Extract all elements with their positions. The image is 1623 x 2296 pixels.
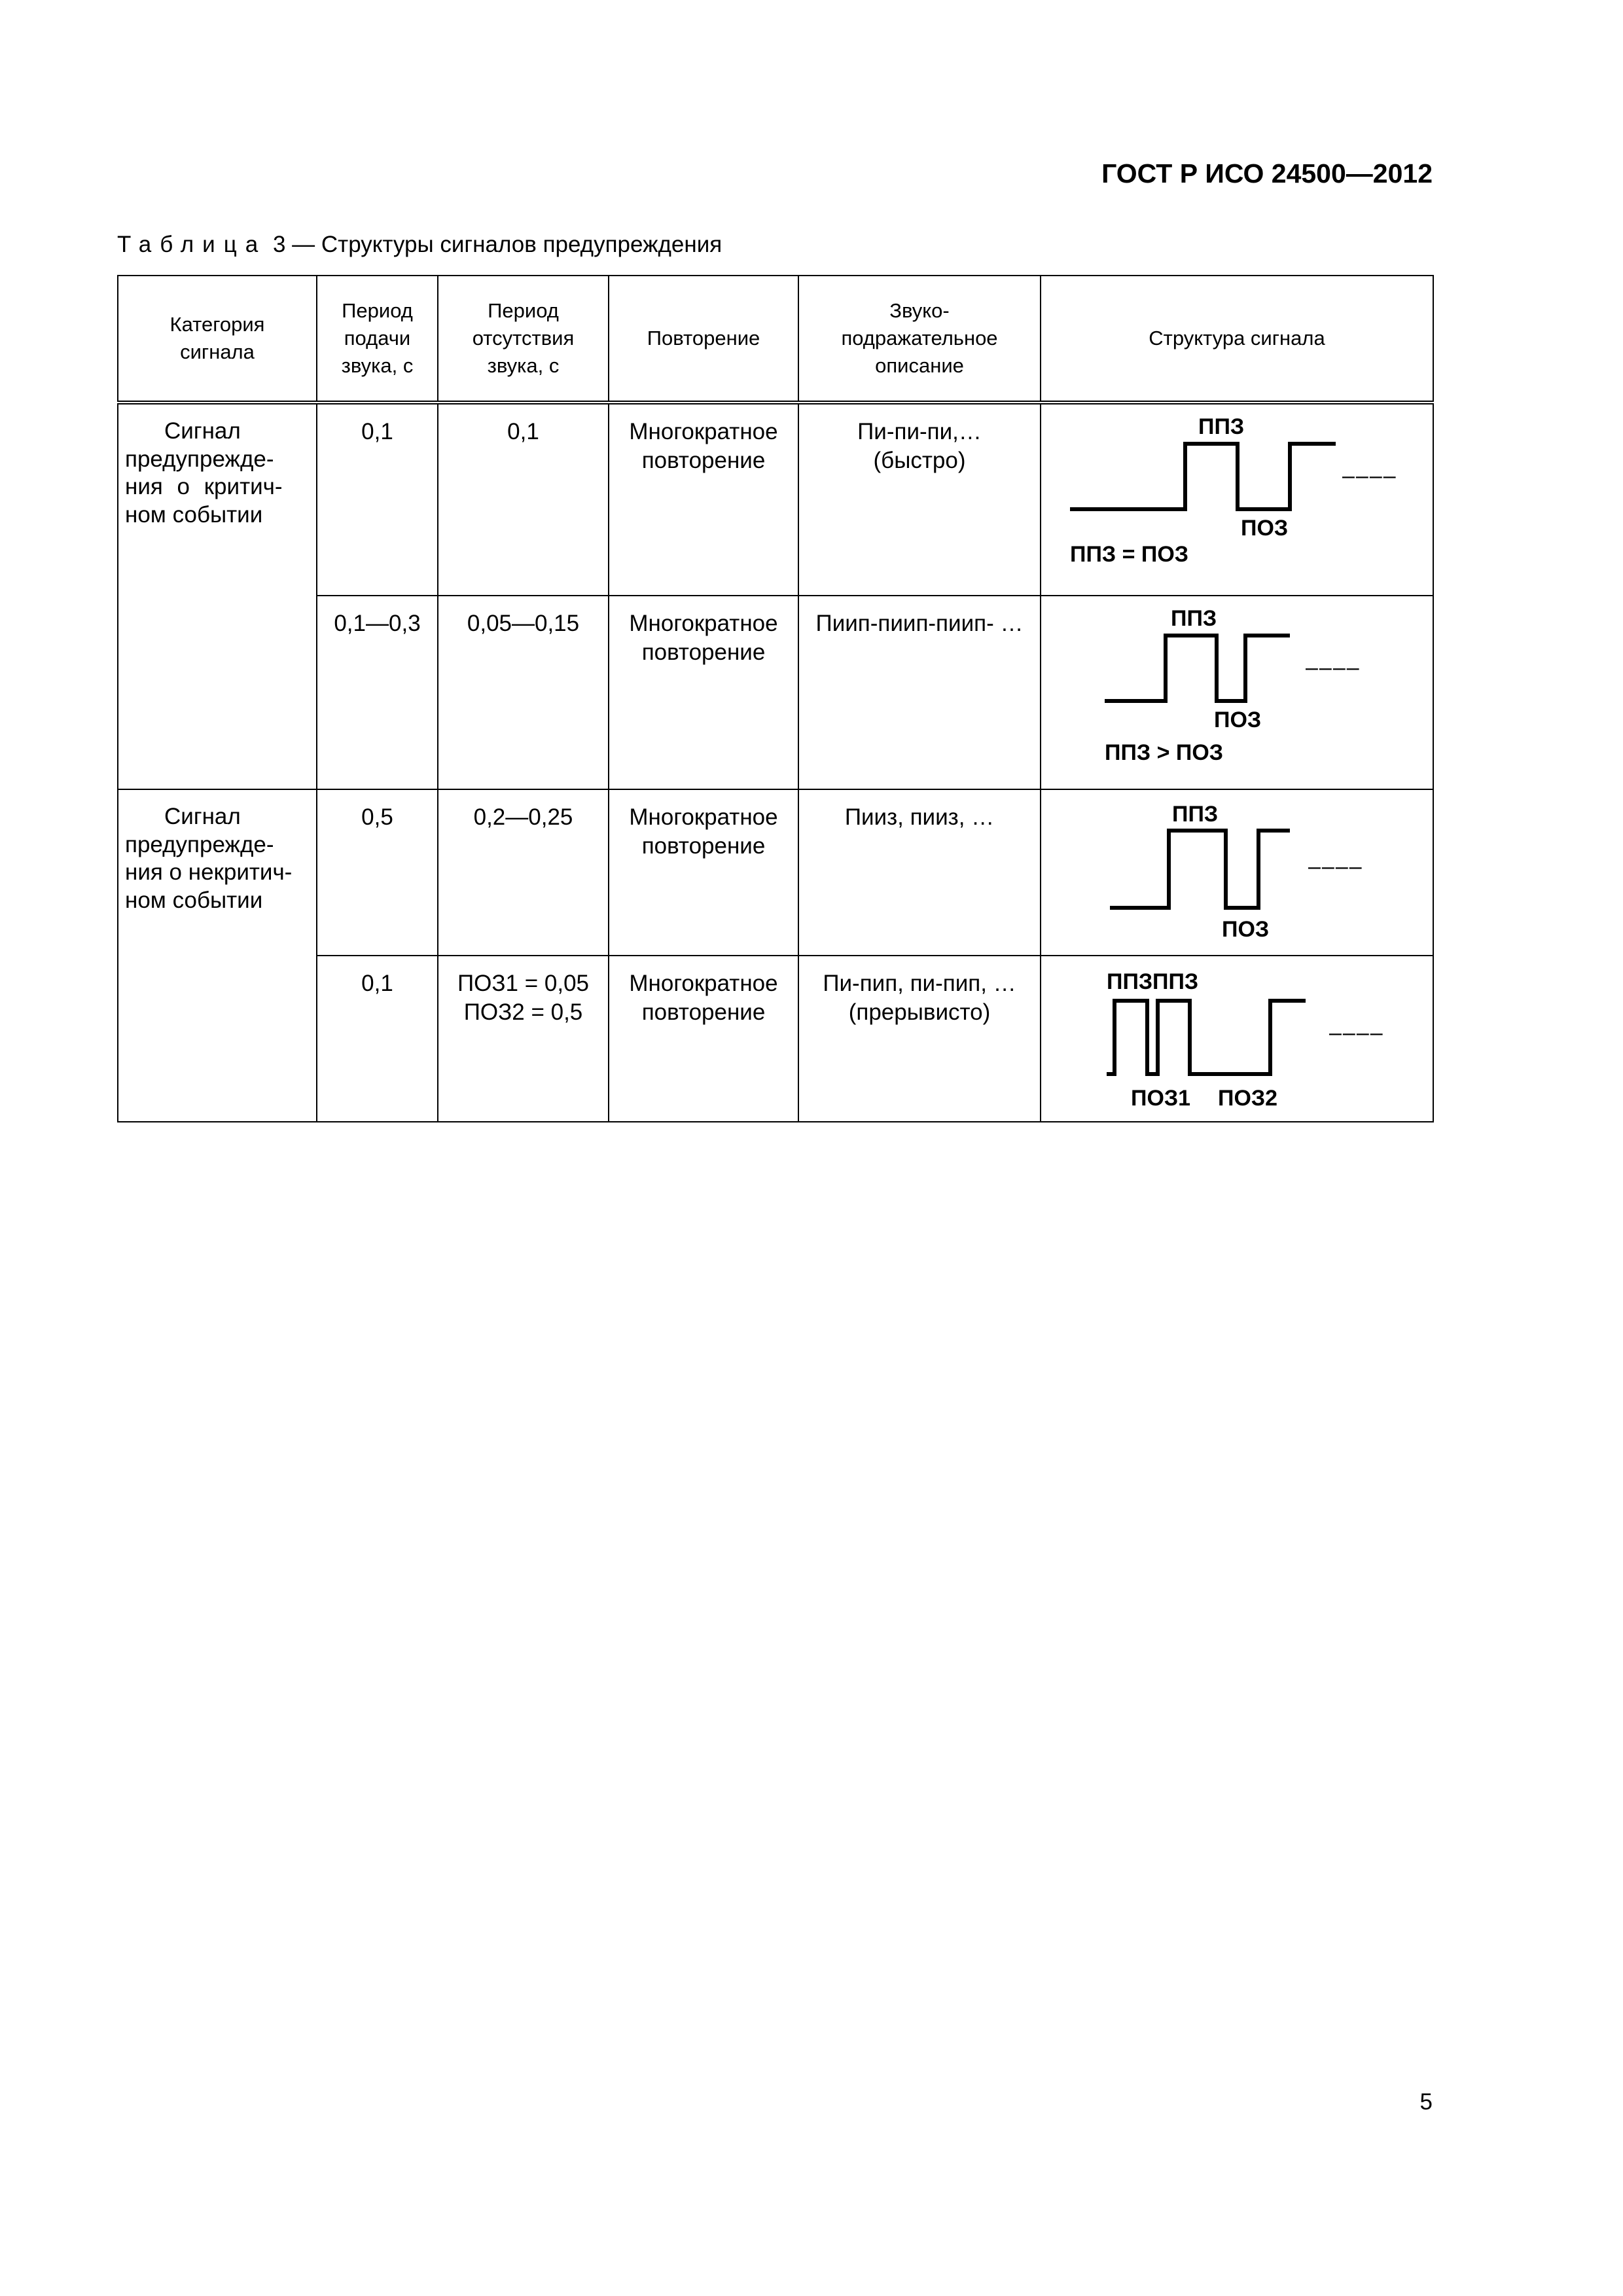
category-line: ном событии [125, 502, 263, 528]
col-header-onomatopoeia: Звуко-подражательное описание [798, 276, 1041, 403]
signal-structures-table [117, 275, 1434, 1122]
onomatopoeia-line: (быстро) [873, 447, 966, 473]
repetition-cell [609, 956, 798, 1122]
period-off-line: ПОЗ2 = 0,5 [463, 999, 583, 1025]
relation-label: ППЗ > ПОЗ [1105, 740, 1224, 765]
repetition-cell [609, 789, 798, 956]
onomatopoeia-line: Пи-пи-пи,… [857, 419, 982, 444]
col-header-repetition: Повторение [609, 276, 798, 403]
caption-label: Таблица [117, 232, 267, 257]
continuation-dashes: –––– [1342, 463, 1397, 488]
continuation-dashes: –––– [1329, 1020, 1384, 1045]
label-poz2: ПОЗ2 [1218, 1086, 1278, 1111]
label-ppz-1: ППЗ [1107, 969, 1153, 994]
repetition-line: повторение [641, 639, 766, 665]
relation-label: ППЗ = ПОЗ [1070, 542, 1189, 567]
category-line: ния о критич- [125, 474, 283, 500]
signal-diagram-intermittent [1041, 956, 1434, 1120]
label-poz1: ПОЗ1 [1131, 1086, 1191, 1111]
period-off-cell [438, 956, 609, 1122]
standard-designation: ГОСТ Р ИСО 24500—2012 [1101, 158, 1433, 188]
repetition-line: повторение [641, 999, 766, 1025]
signal-diagram-long [1041, 790, 1434, 954]
signal-waveform [1105, 636, 1290, 701]
col-header-structure: Структура сигнала [1041, 276, 1433, 403]
signal-diagram-equal [1041, 404, 1434, 594]
caption-title: — Структуры сигналов предупреждения [292, 232, 722, 257]
category-critical [118, 403, 317, 789]
onomatopoeia-line: Пи-пип, пи-пип, … [823, 971, 1016, 996]
period-off-line: ПОЗ1 = 0,05 [457, 971, 589, 996]
onomatopoeia-cell [798, 789, 1041, 956]
category-line: Сигнал [164, 418, 241, 444]
onomatopoeia-cell [798, 956, 1041, 1122]
repetition-cell [609, 403, 798, 596]
onomatopoeia-line: (прерывисто) [848, 999, 991, 1025]
onomatopoeia-cell [798, 596, 1041, 789]
label-poz: ПОЗ [1241, 516, 1289, 541]
label-ppz: ППЗ [1198, 414, 1245, 439]
repetition-line: повторение [641, 833, 766, 859]
signal-structure-cell [1041, 789, 1433, 956]
period-off-cell: 0,2—0,25 [438, 789, 609, 956]
table-header-row [118, 276, 1433, 403]
period-on-cell: 0,5 [317, 789, 438, 956]
category-line: ном событии [125, 888, 263, 914]
category-line: предупрежде- [125, 446, 274, 472]
category-line: предупрежде- [125, 831, 274, 857]
table-caption [117, 232, 722, 258]
label-ppz: ППЗ [1171, 606, 1217, 631]
repetition-line: Многократное [629, 611, 778, 636]
category-line: ния о некритич- [125, 859, 293, 886]
repetition-line: Многократное [629, 804, 778, 830]
category-noncritical [118, 789, 317, 1122]
signal-waveform [1107, 1001, 1306, 1074]
repetition-cell [609, 596, 798, 789]
continuation-dashes: –––– [1306, 655, 1361, 680]
category-line: Сигнал [164, 804, 241, 829]
repetition-line: повторение [641, 447, 766, 473]
period-on-cell: 0,1 [317, 956, 438, 1122]
signal-waveform [1110, 831, 1290, 908]
caption-number: 3 [272, 232, 286, 257]
signal-structure-cell [1041, 403, 1433, 596]
signal-structure-cell [1041, 596, 1433, 789]
onomatopoeia-line: Пииз, пииз, … [844, 804, 995, 830]
label-poz: ПОЗ [1214, 708, 1262, 732]
label-poz: ПОЗ [1222, 917, 1270, 942]
col-header-period-on: Период подачи звука, с [317, 276, 438, 403]
repetition-line: Многократное [629, 419, 778, 444]
signal-waveform [1070, 444, 1336, 509]
label-ppz: ППЗ [1172, 802, 1219, 827]
period-off-cell: 0,05—0,15 [438, 596, 609, 789]
signal-diagram-greater [1041, 596, 1434, 786]
page-number: 5 [1419, 2089, 1433, 2115]
onomatopoeia-cell [798, 403, 1041, 596]
period-on-cell: 0,1 [317, 403, 438, 596]
onomatopoeia-line: Пиип-пиип-пиип- … [815, 611, 1024, 636]
table-row [118, 403, 1433, 596]
col-header-period-off: Период отсутствия звука, с [438, 276, 609, 403]
period-on-cell: 0,1—0,3 [317, 596, 438, 789]
continuation-dashes: –––– [1308, 854, 1363, 879]
table-row [118, 789, 1433, 956]
period-off-cell: 0,1 [438, 403, 609, 596]
signal-structure-cell [1041, 956, 1433, 1122]
repetition-line: Многократное [629, 971, 778, 996]
col-header-category: Категория сигнала [118, 276, 317, 403]
label-ppz-2: ППЗ [1152, 969, 1199, 994]
